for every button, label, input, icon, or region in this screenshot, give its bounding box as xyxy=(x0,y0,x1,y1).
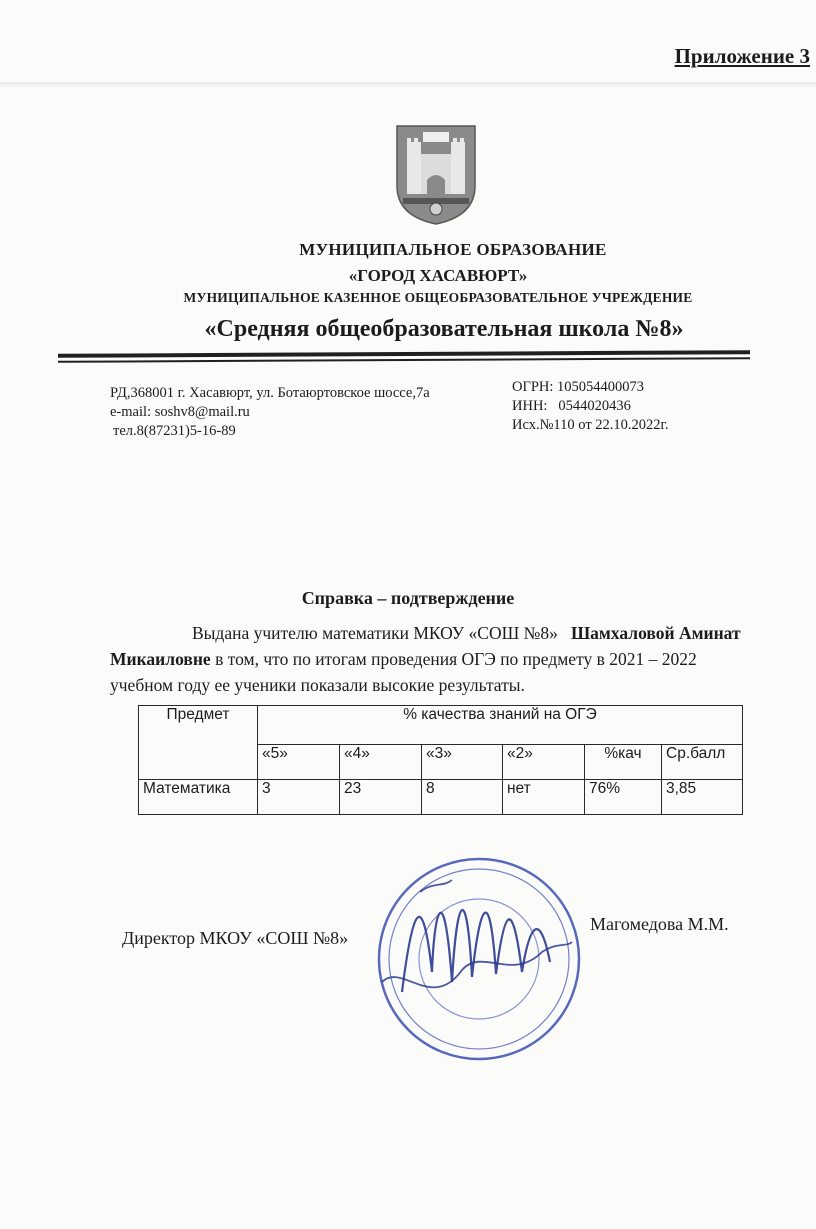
table-cell: нет xyxy=(503,780,585,815)
email-address: e-mail: soshv8@mail.ru xyxy=(110,404,250,420)
postal-address: РД,368001 г. Хасавюрт, ул. Ботаюртовское шоссе,7а xyxy=(110,385,430,401)
table-header-row xyxy=(139,706,743,745)
outgoing-number: Исх.№110 от 22.10.2022г. xyxy=(512,417,669,433)
results-table xyxy=(138,705,743,815)
header-institution-type: МУНИЦИПАЛЬНОЕ КАЗЕННОЕ ОБЩЕОБРАЗОВАТЕЛЬНОЕ УЧРЕЖДЕНИЕ xyxy=(183,290,693,305)
certificate-body xyxy=(110,620,750,698)
column-header: «4» xyxy=(340,745,422,780)
column-header: Ср.балл xyxy=(662,745,743,780)
director-name: Магомедова М.М. xyxy=(590,914,729,934)
table-cell: 23 xyxy=(340,780,422,815)
phone-number: тел.8(87231)5-16-89 xyxy=(113,423,236,439)
body-intro: Выдана учителю математики МКОУ «СОШ №8» xyxy=(192,623,558,643)
column-header: «2» xyxy=(503,745,585,780)
header-school-name: «Средняя общеобразовательная школа №8» xyxy=(204,316,684,342)
header-divider-thick xyxy=(58,350,750,358)
body-conclusion: в том, что по итогам проведения ОГЭ по предмету в 2021 – 2022 учебном году ее ученики показали высокие результаты. xyxy=(110,649,697,695)
subject-header: Предмет xyxy=(139,706,258,780)
table-cell-subject: Математика xyxy=(139,780,258,815)
table-cell: 3,85 xyxy=(662,780,743,815)
table-cell: 76% xyxy=(585,780,662,815)
column-header: «5» xyxy=(258,745,340,780)
page-edge-shadow xyxy=(0,82,816,88)
director-position: Директор МКОУ «СОШ №8» xyxy=(122,928,349,948)
column-header: «3» xyxy=(422,745,503,780)
inn-number: ИНН: 0544020436 xyxy=(512,398,631,414)
table-cell: 3 xyxy=(258,780,340,815)
document-title: Справка – подтверждение xyxy=(301,588,515,608)
appendix-label: Приложение 3 xyxy=(674,44,810,68)
school-contacts xyxy=(110,384,430,441)
teacher-name: Шамхаловой Аминат Микаиловне xyxy=(110,623,741,669)
header-municipality: МУНИЦИПАЛЬНОЕ ОБРАЗОВАНИЕ xyxy=(299,240,607,259)
official-stamp-icon xyxy=(372,852,586,1066)
quality-header: % качества знаний на ОГЭ xyxy=(258,706,743,745)
ogrn-number: ОГРН: 105054400073 xyxy=(512,379,645,395)
header-city: «ГОРОД ХАСАВЮРТ» xyxy=(348,266,528,285)
school-registration xyxy=(512,378,668,435)
table-cell: 8 xyxy=(422,780,503,815)
header-divider-thin xyxy=(58,357,750,363)
column-header: %кач xyxy=(585,745,662,780)
city-coat-of-arms-icon xyxy=(393,124,479,226)
table-row xyxy=(139,780,743,815)
